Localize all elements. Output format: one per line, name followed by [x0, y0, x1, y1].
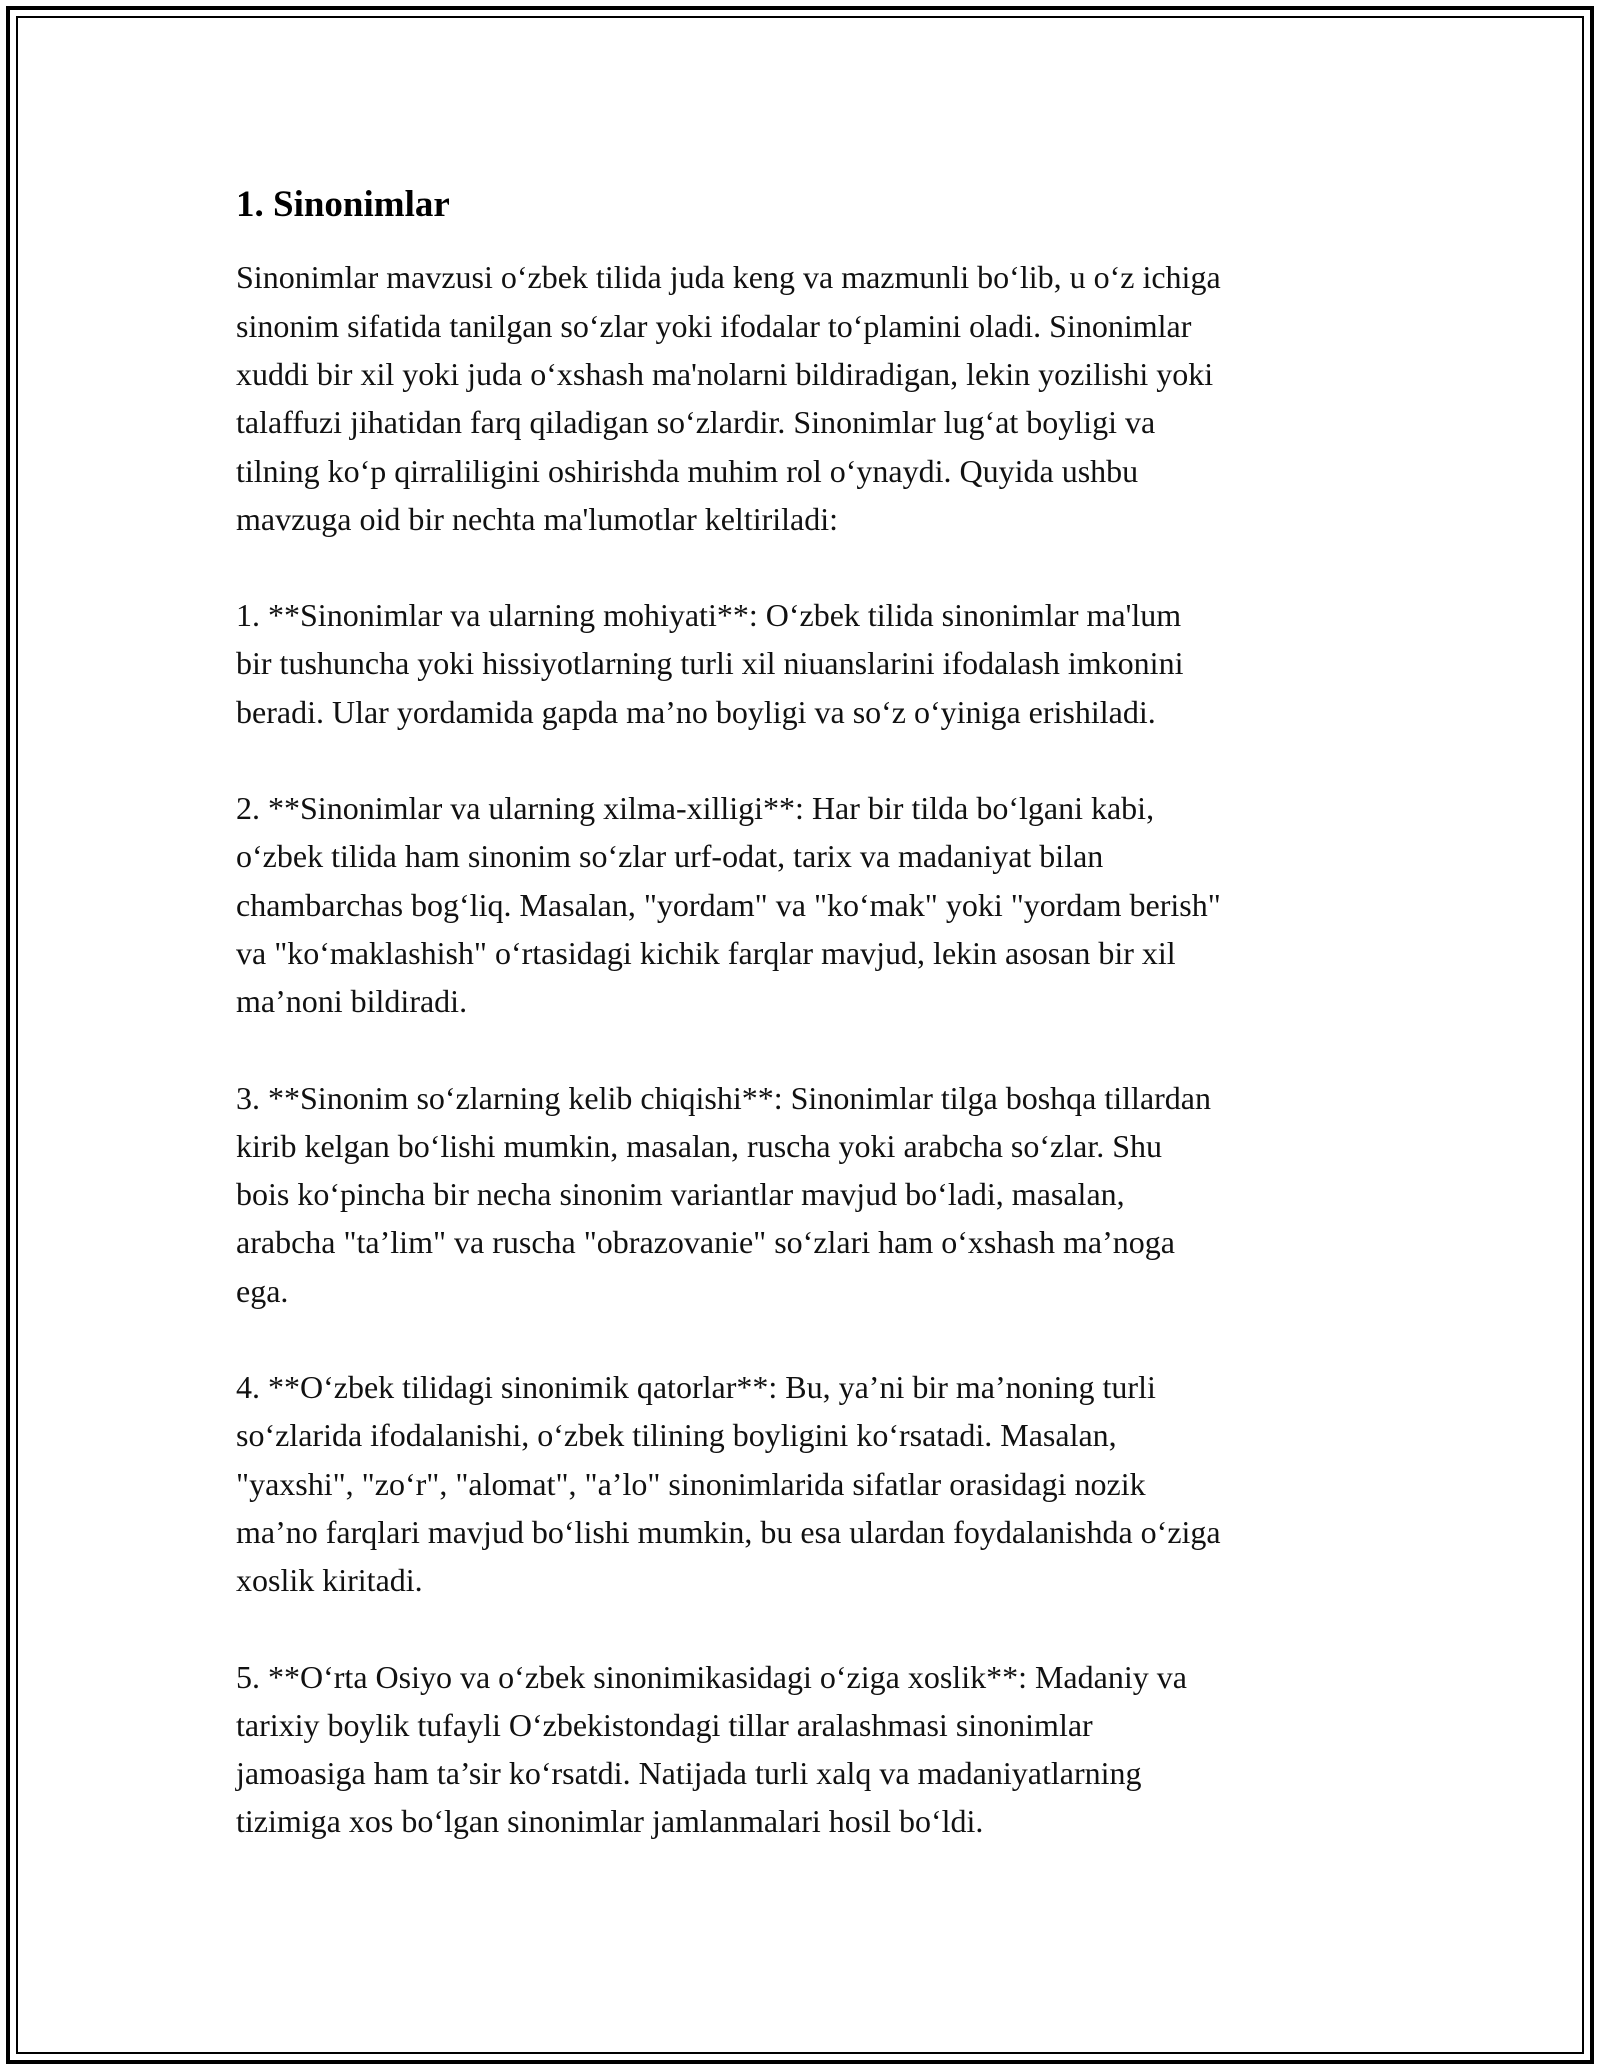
text-line: ma’noni bildiradi.	[236, 983, 468, 1020]
text-line: ma’no farqlari mavjud bo‘lishi mumkin, bu esa ulardan foydalanishda o‘ziga	[236, 1513, 1221, 1550]
list-item-paragraph-1	[236, 591, 1386, 736]
text-line: Sinonimlar mavzusi o‘zbek tilida juda keng va mazmunli bo‘lib, u o‘z ichiga	[236, 259, 1221, 296]
text-line: arabcha "ta’lim" va ruscha "obrazovanie" so‘zlari ham o‘xshash ma’noga	[236, 1224, 1175, 1261]
text-line: 5. **O‘rta Osiyo va o‘zbek sinonimikasidagi o‘ziga xoslik**: Madaniy va	[236, 1658, 1187, 1695]
text-line: talaffuzi jihatidan farq qiladigan so‘zlardir. Sinonimlar lug‘at boyligi va	[236, 404, 1156, 441]
list-item-paragraph-2	[236, 784, 1386, 1025]
text-line: 3. **Sinonim so‘zlarning kelib chiqishi**: Sinonimlar tilga boshqa tillardan	[236, 1079, 1211, 1116]
list-item-paragraph-3	[236, 1074, 1386, 1315]
text-line: jamoasiga ham ta’sir ko‘rsatdi. Natijada turli xalq va madaniyatlarning	[236, 1755, 1142, 1792]
text-line: 4. **O‘zbek tilidagi sinonimik qatorlar**: Bu, ya’ni bir ma’noning turli	[236, 1369, 1156, 1406]
text-line: o‘zbek tilida ham sinonim so‘zlar urf-odat, tarix va madaniyat bilan	[236, 838, 1104, 875]
text-line: tizimiga xos bo‘lgan sinonimlar jamlanmalari hosil bo‘ldi.	[236, 1803, 984, 1840]
text-line: tilning ko‘p qirraliligini oshirishda muhim rol o‘ynaydi. Quyida ushbu	[236, 452, 1139, 489]
text-line: xoslik kiritadi.	[236, 1562, 423, 1599]
text-line: bois ko‘pincha bir necha sinonim variantlar mavjud bo‘ladi, masalan,	[236, 1176, 1125, 1213]
text-line: xuddi bir xil yoki juda o‘xshash ma'nolarni bildiradigan, lekin yozilishi yoki	[236, 355, 1214, 392]
text-line: 2. **Sinonimlar va ularning xilma-xilligi**: Har bir tilda bo‘lgani kabi,	[236, 790, 1155, 827]
document-body	[236, 183, 1386, 1894]
text-line: mavzuga oid bir nechta ma'lumotlar keltiriladi:	[236, 500, 839, 537]
list-item-paragraph-4	[236, 1363, 1386, 1604]
text-line: tarixiy boylik tufayli O‘zbekistondagi tillar aralashmasi sinonimlar	[236, 1706, 1093, 1743]
section-heading: 1. Sinonimlar	[236, 184, 450, 225]
text-line: 1. **Sinonimlar va ularning mohiyati**: O‘zbek tilida sinonimlar ma'lum	[236, 597, 1182, 634]
intro-paragraph	[236, 253, 1386, 543]
text-line: chambarchas bog‘liq. Masalan, "yordam" va "ko‘mak" yoki "yordam berish"	[236, 886, 1221, 923]
list-item-paragraph-5	[236, 1653, 1386, 1846]
text-line: va "ko‘maklashish" o‘rtasidagi kichik farqlar mavjud, lekin asosan bir xil	[236, 934, 1176, 971]
text-line: "yaxshi", "zo‘r", "alomat", "a’lo" sinonimlarida sifatlar orasidagi nozik	[236, 1465, 1146, 1502]
text-line: so‘zlarida ifodalanishi, o‘zbek tilining boyligini ko‘rsatadi. Masalan,	[236, 1417, 1117, 1454]
text-line: ega.	[236, 1272, 289, 1309]
text-line: kirib kelgan bo‘lishi mumkin, masalan, ruscha yoki arabcha so‘zlar. Shu	[236, 1127, 1162, 1164]
text-line: beradi. Ular yordamida gapda ma’no boyligi va so‘z o‘yiniga erishiladi.	[236, 693, 1156, 730]
text-line: bir tushuncha yoki hissiyotlarning turli xil niuanslarini ifodalash imkonini	[236, 645, 1184, 682]
text-line: sinonim sifatida tanilgan so‘zlar yoki ifodalar to‘plamini oladi. Sinonimlar	[236, 307, 1192, 344]
